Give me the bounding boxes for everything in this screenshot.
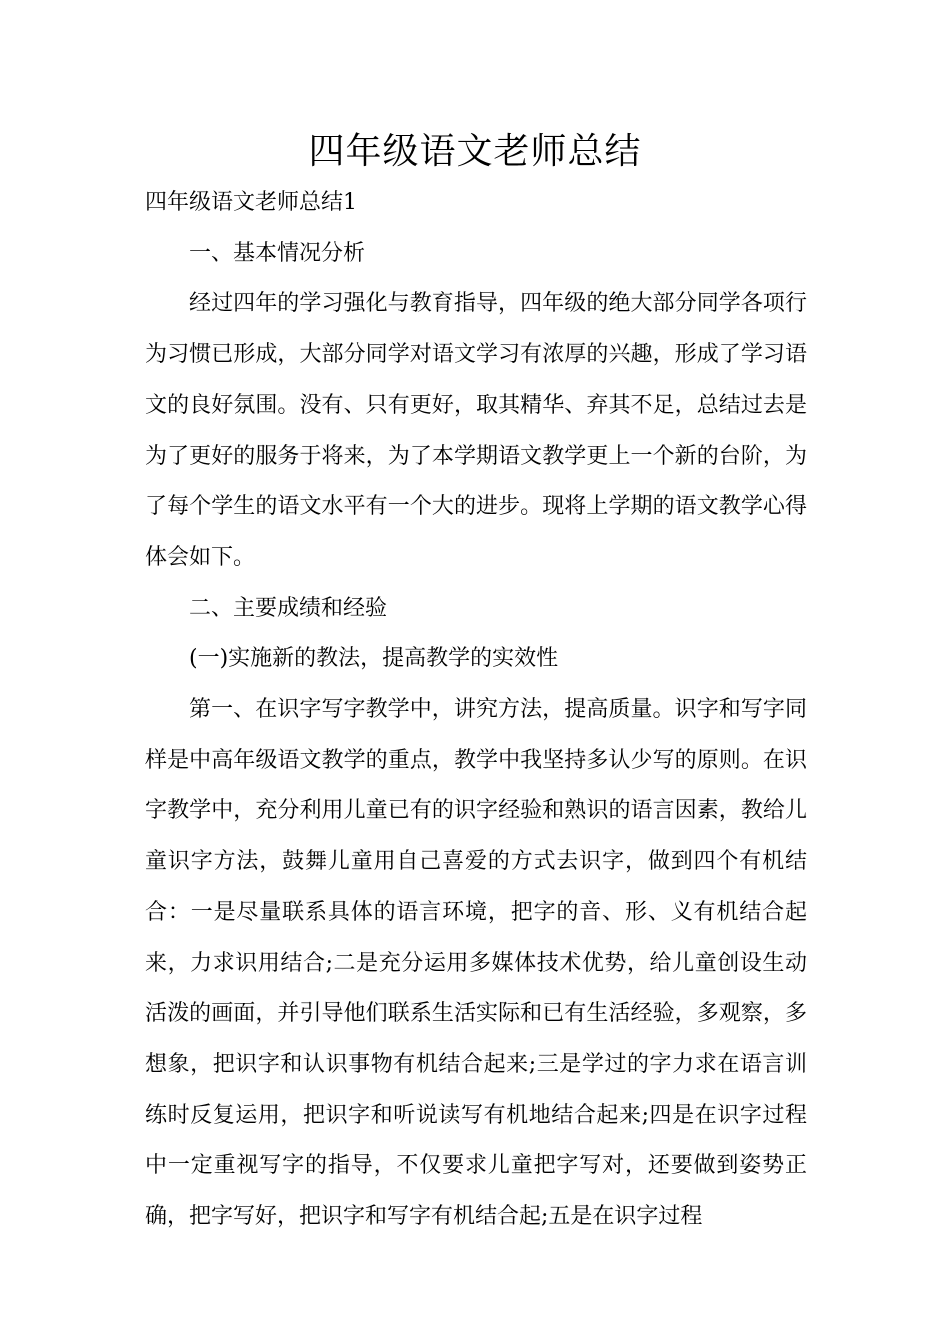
document-subtitle: 四年级语文老师总结1 xyxy=(145,190,357,215)
subheading-new-methods: (一)实施新的教法，提高教学的实效性 xyxy=(189,646,559,672)
section-heading-basic-analysis: 一、基本情况分析 xyxy=(189,240,366,266)
section-heading-achievements: 二、主要成绩和经验 xyxy=(189,595,388,621)
document-title: 四年级语文老师总结 xyxy=(308,131,642,172)
paragraph-basic-analysis: 经过四年的学习强化与教育指导，四年级的绝大部分同学各项行为习惯已形成，大部分同学对语文学习有浓厚的兴趣，形成了学习语文的良好氛围。没有、只有更好，取其精华、弃其不足，总结过去是为了更好的服务于将来，为了本学期语文教学更上一个新的台阶，为了每个学生的语文水平有一个大的进步。现将上学期的语文教学心得体会如下。 xyxy=(145,291,807,570)
paragraph-literacy-teaching: 第一、在识字写字教学中，讲究方法，提高质量。识字和写字同样是中高年级语文教学的重点，教学中我坚持多认少写的原则。在识字教学中，充分利用儿童已有的识字经验和熟识的语言因素，教给儿童识字方法，鼓舞儿童用自己喜爱的方式去识字，做到四个有机结合：一是尽量联系具体的语言环境，把字的音、形、义有机结合起来，力求识用结合;二是充分运用多媒体技术优势，给儿童创设生动活泼的画面，并引导他们联系生活实际和已有生活经验，多观察，多想象，把识字和认识事物有机结合起来;三是学过的字力求在语言训练时反复运用，把识字和听说读写有机地结合起来;四是在识字过程中一定重视写字的指导，不仅要求儿童把字写对，还要做到姿势正确，把字写好，把识字和写字有机结合起;五是在识字过程 xyxy=(145,697,807,1230)
document-body xyxy=(145,178,807,1243)
